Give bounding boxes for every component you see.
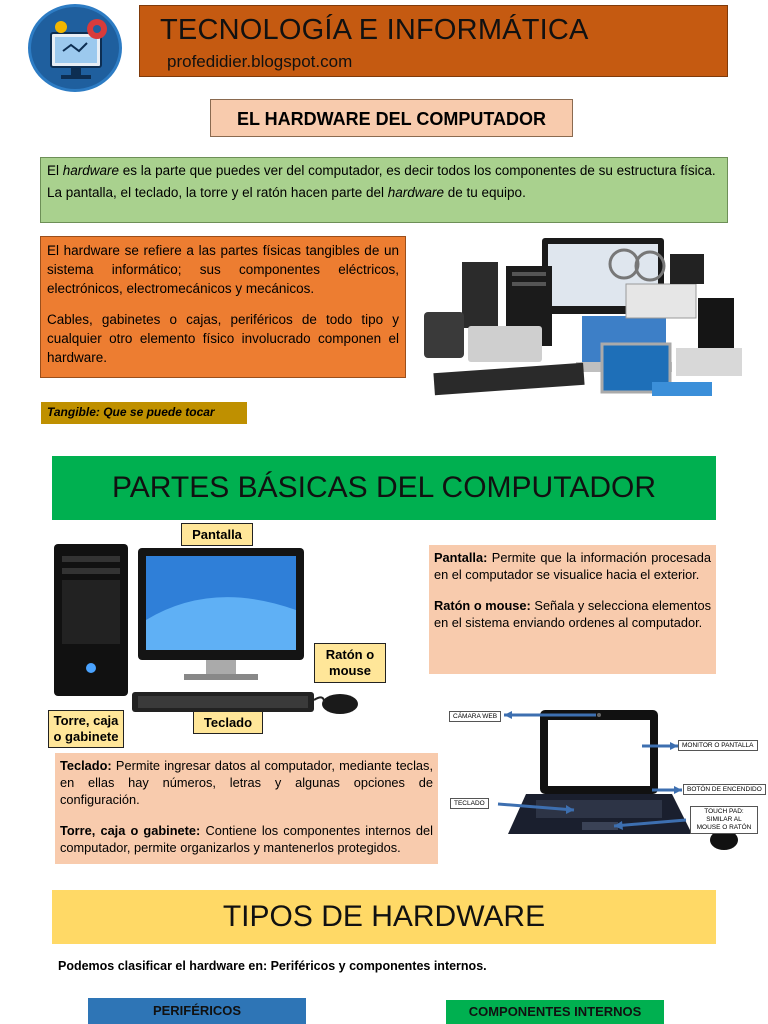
- intro-paragraph-2: La pantalla, el teclado, la torre y el ratón hacen parte del hardware de tu equipo.: [47, 185, 526, 200]
- page-title: TECNOLOGÍA E INFORMÁTICA: [160, 14, 589, 46]
- laptop-label-touchpad: TOUCH PAD: SIMILAR AL MOUSE O RATÓN: [690, 806, 758, 834]
- desc-torre: Torre, caja o gabinete: Contiene los componentes internos del computador, permite organizarlos y mantenerlos protegidos.: [60, 823, 434, 855]
- label-pantalla: Pantalla: [181, 523, 253, 546]
- laptop-diagram-image: [446, 702, 762, 862]
- label-teclado: Teclado: [193, 711, 263, 734]
- laptop-label-monitor: MONITOR O PANTALLA: [678, 740, 758, 751]
- definition-paragraph-2: Cables, gabinetes o cajas, periféricos de todo tipo y cualquier otro elemento físico involucrado componen el hardware.: [47, 312, 399, 365]
- computer-gear-icon: [31, 7, 122, 92]
- desc-raton: Ratón o mouse: Señala y selecciona elementos en el sistema enviando ordenes al computador.: [434, 598, 711, 630]
- header-banner: [139, 5, 728, 77]
- intro-box: [40, 157, 728, 223]
- section-title-tipos: TIPOS DE HARDWARE: [52, 890, 716, 944]
- desc-pantalla-raton: [429, 545, 716, 674]
- desc-pantalla: Pantalla: Permite que la información procesada en el computador se visualice hacia el exterior.: [434, 550, 711, 582]
- definition-paragraph-1: El hardware se refiere a las partes físicas tangibles de un sistema informático; sus componentes eléctricos, electrónicos, electromecánicos y mecánicos.: [47, 243, 399, 296]
- laptop-label-teclado: TECLADO: [450, 798, 489, 809]
- intro-paragraph-1: El hardware es la parte que puedes ver del computador, es decir todos los componentes de su estructura física.: [47, 163, 716, 178]
- laptop-label-camara: CÁMARA WEB: [449, 711, 501, 722]
- types-intro: Podemos clasificar el hardware en: Periféricos y componentes internos.: [58, 959, 487, 973]
- definition-box: [40, 236, 406, 378]
- label-torre: Torre, caja o gabinete: [48, 710, 124, 748]
- perifericos-button[interactable]: PERIFÉRICOS: [88, 998, 306, 1024]
- tangible-note: Tangible: Que se puede tocar: [41, 402, 247, 424]
- desktop-computer-image: [52, 540, 372, 720]
- desc-teclado-torre: [55, 753, 438, 864]
- blog-logo: [28, 4, 122, 92]
- blog-url[interactable]: profedidier.blogspot.com: [167, 52, 353, 71]
- hardware-collage-image: [414, 232, 759, 412]
- componentes-internos-button[interactable]: COMPONENTES INTERNOS: [446, 1000, 664, 1024]
- section-title-partes: PARTES BÁSICAS DEL COMPUTADOR: [52, 456, 716, 520]
- section-subtitle: EL HARDWARE DEL COMPUTADOR: [210, 99, 573, 137]
- label-raton: Ratón o mouse: [314, 643, 386, 683]
- laptop-label-boton: BOTÓN DE ENCENDIDO: [683, 784, 766, 795]
- desc-teclado: Teclado: Permite ingresar datos al computador, mediante teclas, en ellas hay números, letras y algunas opciones de configuración.: [60, 758, 433, 807]
